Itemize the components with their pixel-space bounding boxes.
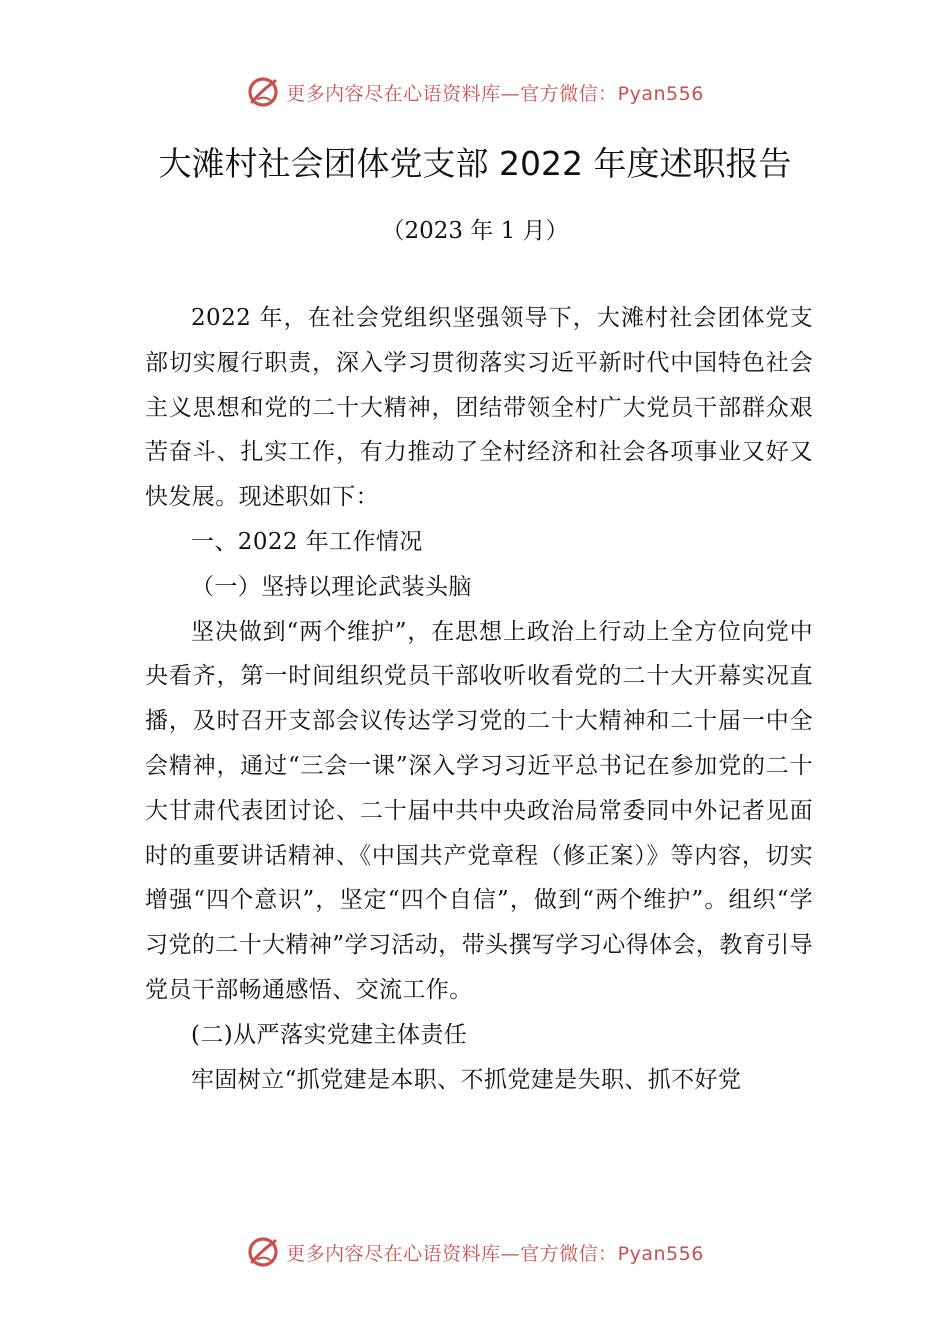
document-date: （2023 年 1 月） (381, 218, 569, 244)
body-paragraph: 2022 年，在社会党组织坚强领导下，大滩村社会团体党支部切实履行职责，深入学习贯彻落实习近平新时代中国特色社会主义思想和党的二十大精神，团结带领全村广大党员干部群众艰苦奋斗、扎实工作，有力推动了全村经济和社会各项事业又好又快发展。现述职如下： (145, 305, 813, 511)
body-paragraph: 牢固树立“抓党建是本职、不抓党建是失职、抓不好党 (191, 1066, 742, 1093)
document-title: 大滩村社会团体党支部 2022 年度述职报告 (158, 144, 792, 183)
footer-banner (0, 1232, 950, 1272)
brush-circle-logo-icon (246, 75, 280, 109)
brush-circle-logo-icon (246, 1235, 280, 1269)
banner-text: 更多内容尽在心语资料库—官方微信：Pyan556 (286, 1242, 704, 1265)
subsection-heading: （一）坚持以理论武装头脑 (191, 573, 472, 600)
section-heading: 一、2022 年工作情况 (191, 528, 423, 555)
document-body (145, 296, 813, 1102)
header-banner (0, 72, 950, 112)
banner-text: 更多内容尽在心语资料库—官方微信：Pyan556 (286, 82, 704, 105)
body-paragraph: 坚决做到“两个维护”，在思想上政治上行动上全方位向党中央看齐，第一时间组织党员干部收听收看党的二十大开幕实况直播，及时召开支部会议传达学习党的二十大精神和二十届一中全会精神，通过“三会一课”深入学习习近平总书记在参加党的二十大甘肃代表团讨论、二十届中共中央政治局常委同中外记者见面时的重要讲话精神、《中国共产党章程（修正案）》等内容，切实增强“四个意识”，坚定“四个自信”，做到“两个维护”。组织“学习党的二十大精神”学习活动，带头撰写学习心得体会，教育引导党员干部畅通感悟、交流工作。 (145, 618, 813, 1003)
subsection-heading: (二)从严落实党建主体责任 (191, 1021, 468, 1048)
banner-wechat-id: Pyan556 (617, 82, 704, 105)
banner-wechat-id: Pyan556 (617, 1242, 704, 1265)
